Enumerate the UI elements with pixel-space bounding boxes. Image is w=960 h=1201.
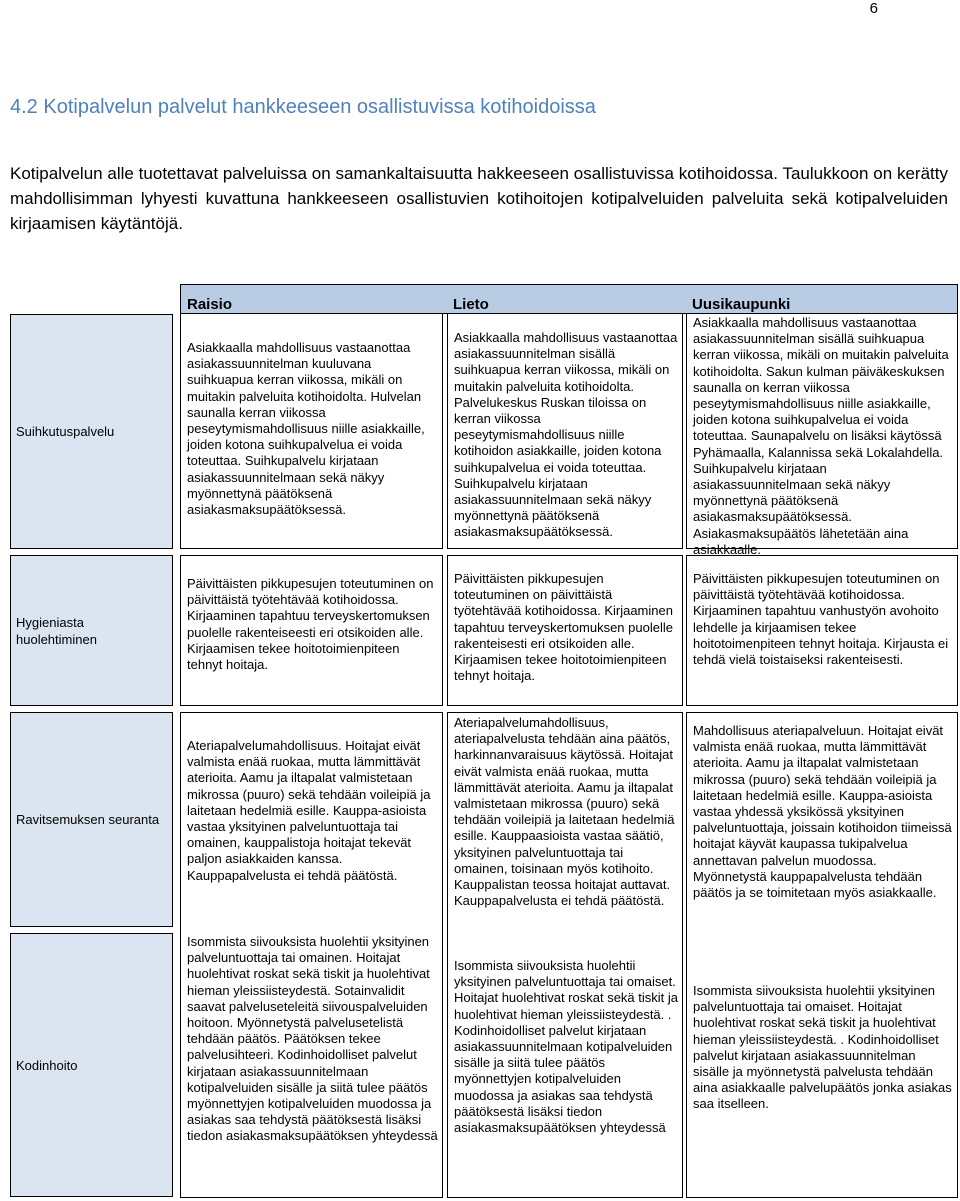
row-header-ravitsemuksen-seuranta: Ravitsemuksen seuranta xyxy=(10,712,173,927)
column-header-uusikaupunki: Uusikaupunki xyxy=(692,296,791,313)
table-header-row xyxy=(180,284,958,314)
cell-text: Asiakkaalla mahdollisuus vastaanottaa asiakassuunnitelman sisällä suihkuapua kerran viikossa, mikäli on muitakin palveluita kotihoidolta. Palvelukeskus Ruskan tiloissa on kerran viikossa peseytymismahdollisuus niille kotihoidon asiakkaille, joiden kotona suihkupalvelua ei voida toteuttaa. Suihkupalvelu kirjataan asiakassuunnitelmaan sekä näkyy myönnettynä päätöksenä asiakasmaksupäätöksessä. xyxy=(454,330,678,540)
row-header-kodinhoito: Kodinhoito xyxy=(10,933,173,1197)
page-number: 6 xyxy=(869,0,878,17)
table-cell xyxy=(180,712,443,928)
table-cell xyxy=(447,928,683,1198)
cell-text: Isommista siivouksista huolehtii yksityinen palveluntuottaja tai omaiset. Hoitajat huolehtivat roskat sekä tiskit ja huolehtivat hieman yleissiisteydestä. . Kodinhoidolliset palvelut kirjataan asiakassuunnitelmaan kotipalveluiden sisälle ja siitä tulee päätös myönnettyjen kotipalveluiden muodossa ja asiakas saa tehdystä päätöksestä lisäksi tiedon asiakasmaksupäätöksen yhteydessä xyxy=(454,958,678,1136)
table-cell xyxy=(686,712,958,928)
column-header-lieto: Lieto xyxy=(453,296,489,313)
cell-text: Asiakkaalla mahdollisuus vastaanottaa asiakassuunnitelman sisällä suihkuapua kerran viikossa, mikäli on muitakin palveluita kotihoidolta. Sakun kulman päiväkeskuksen saunalla on kerran viikossa peseytymismahdollisuus niille asiakkaille, joiden kotona suihkupalvelua ei voida toteuttaa. Saunapalvelu on lisäksi käytössä Pyhämaalla, Kalannissa sekä Lokalahdella. Suihkupalvelu kirjataan asiakassuunnitelmaan sekä näkyy myönnettynä päätöksenä asiakasmaksupäätöksessä. Asiakasmaksupäätös lähetetään aina asiakkaalle. xyxy=(693,315,949,557)
section-heading: 4.2 Kotipalvelun palvelut hankkeeseen osallistuvissa kotihoidoissa xyxy=(10,96,596,118)
cell-text: Isommista siivouksista huolehtii yksityinen palveluntuottaja tai omainen. Hoitajat huolehtivat roskat sekä tiskit ja huolehtivat hieman yleissiisteydestä. Sotainvalidit saavat palveluseteleitä siivouspalveluiden hoitoon. Myönnetystä palvelusetelistä tehdään päätös. Päätöksen tekee palvelusihteeri. Kodinhoidolliset palvelut kirjataan asiakassuunnitelmaan kotipalveluiden sisälle ja siitä tulee päätös myönnettyjen kotipalveluiden muodossa ja asiakas saa tehdystä päätöksestä lisäksi tiedon asiakasmaksupäätöksen yhteydessä xyxy=(187,934,438,1144)
table-cell xyxy=(180,555,443,706)
table-cell xyxy=(686,555,958,706)
table-cell xyxy=(686,928,958,1198)
cell-text: Mahdollisuus ateriapalveluun. Hoitajat eivät valmista enää ruokaa, mutta lämmittävät aterioita. Aamu ja iltapalat valmistetaan mikrossa (puuro) sekä tehdään voileipiä ja laitetaan hedelmiä esille. Kauppa-asioista vastaa yhdessä yksikössä yksityinen palveluntuottaja, joissain kotihoidon tiimeissä hoitajat käyvät kaupassa tukipalvelua annettavan palvelun muodossa. Myönnetystä kauppapalvelusta tehdään päätös ja se toimitetaan myös asiakkaalle. xyxy=(693,723,952,901)
table-cell xyxy=(180,314,443,549)
cell-text: Ateriapalvelumahdollisuus. Hoitajat eivät valmista enää ruokaa, mutta lämmittävät aterioita. Aamu ja iltapalat valmistetaan mikrossa (puuro) sekä tehdään voileipiä ja laitetaan hedelmiä esille. Kauppa-asioista vastaa yksityinen palveluntuottaja tai omainen, kauppalistoja hoitajat tekevät paljon asiakkaiden kanssa. Kauppapalvelusta ei tehdä päätöstä. xyxy=(187,738,431,883)
cell-text: Päivittäisten pikkupesujen toteutuminen on päivittäistä työtehtävää kotihoidossa. Kirjaaminen tapahtuu terveyskertomuksen puolelle rakenteisesti eri otsikoiden alle. Kirjaamisen tekee hoitotoimienpiteen tehnyt hoitaja. xyxy=(454,571,673,684)
intro-paragraph: Kotipalvelun alle tuotettavat palveluissa on samankaltaisuutta hakkeeseen osallistuvissa kotihoidossa. Taulukkoon on kerätty mahdollisimman lyhyesti kuvattuna hankkeeseen osallistuvien kotihoitojen kotipalveluiden palveluita sekä kotipalveluiden kirjaamisen käytäntöjä. xyxy=(10,164,948,233)
table-cell xyxy=(180,928,443,1198)
cell-text: Isommista siivouksista huolehtii yksityinen palveluntuottaja tai omaiset. Hoitajat huolehtivat roskat sekä tiskit ja huolehtivat hieman yleissiisteydestä. . Kodinhoidolliset palvelut kirjataan asiakassuunnitelman sisälle ja myönnetystä palvelusta tehdään aina asiakkaalle palvelupäätös jonka asiakas saa itselleen. xyxy=(693,983,952,1112)
cell-text: Asiakkaalla mahdollisuus vastaanottaa asiakassuunnitelman kuuluvana suihkuapua kerran viikossa, mikäli on muitakin palveluita kotihoidolta. Hulvelan saunalla kerran viikossa peseytymismahdollisuus niille asiakkaille, joiden kotona suihkupalvelua ei voida toteuttaa. Suihkupalvelu kirjataan asiakassuunnitelmaan sekä näkyy myönnettynä päätöksenä asiakasmaksupäätöksessä. xyxy=(187,340,425,518)
cell-text: Päivittäisten pikkupesujen toteutuminen on päivittäistä työtehtävää kotihoidossa. Kirjaaminen tapahtuu terveyskertomuksen puolelle rakenteiseesti eri otsikoiden alle. Kirjaamisen tekee hoitotoimienpiteen tehnyt hoitaja. xyxy=(187,576,434,673)
row-header-hygieniasta-huolehtiminen: Hygieniasta huolehtiminen xyxy=(10,555,173,706)
cell-text: Päivittäisten pikkupesujen toteutuminen on päivittäistä työtehtävää kotihoidossa. Kirjaaminen tapahtuu vanhustyön avohoito lehdelle ja kirjaamisen tekee hoitotoimenpiteen tehnyt hoitaja. Kirjausta ei tehdä vielä toistaiseksi rakenteisesti. xyxy=(693,571,949,668)
table-cell xyxy=(447,314,683,549)
row-header-suihkutuspalvelu: Suihkutuspalvelu xyxy=(10,314,173,549)
table-cell xyxy=(686,314,958,557)
cell-text: Ateriapalvelumahdollisuus, ateriapalvelusta tehdään aina päätös, harkinnanvaraisuus käytössä. Hoitajat eivät valmista enää ruokaa, mutta lämmittävät aterioita. Aamu ja iltapalat valmistetaan mikrossa (puuro) sekä tehdään voileipiä ja laitetaan hedelmiä esille. Kauppaasioista vastaa säätiö, yksityinen palveluntuottaja tai omainen, toisinaan myös kotihoito. Kauppalistan teossa hoitajat auttavat. Kauppapalvelusta ei tehdä päätöstä. xyxy=(454,715,675,909)
table-cell xyxy=(447,555,683,706)
column-header-raisio: Raisio xyxy=(187,296,233,313)
table-cell xyxy=(447,712,683,928)
